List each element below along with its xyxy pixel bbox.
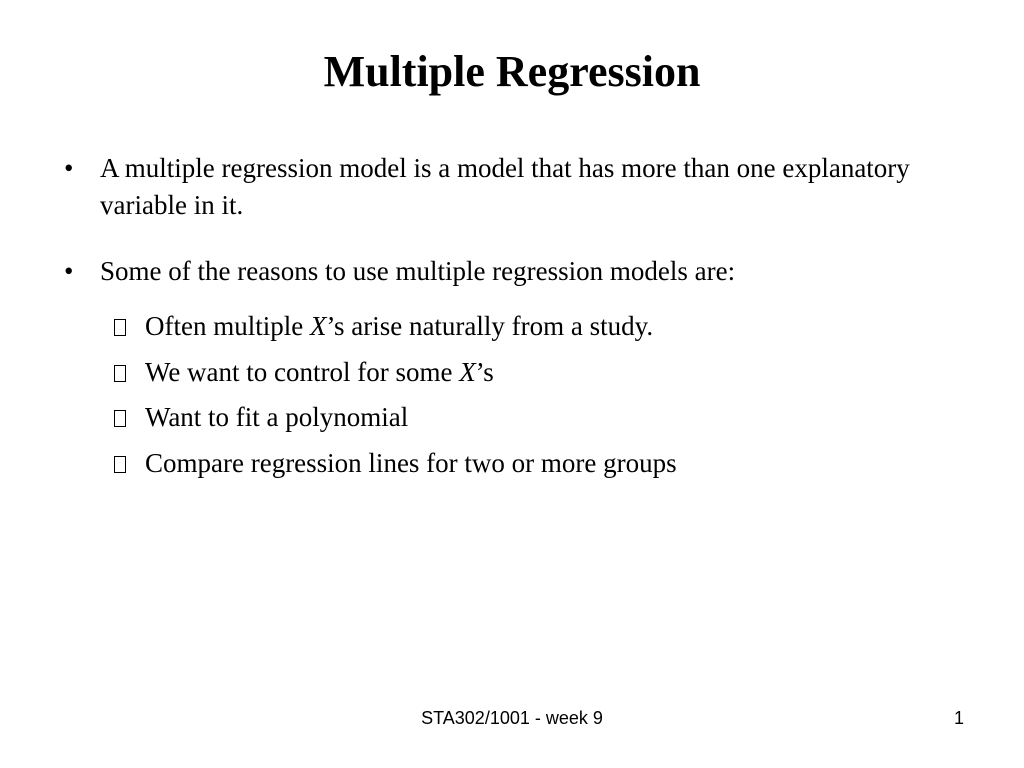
sub-list-item — [108, 445, 928, 491]
checkbox-bullet-icon — [114, 456, 126, 473]
reasons-list — [108, 308, 928, 490]
bullet-text: Some of the reasons to use multiple regression models are: — [100, 256, 736, 286]
sub-item-text: Want to fit a polynomial — [145, 402, 409, 432]
sub-item-text: We want to control for some X’s — [145, 356, 494, 387]
sub-list-item — [108, 354, 928, 400]
footer-course-label: STA302/1001 - week 9 — [421, 708, 603, 728]
sub-item-text: Often multiple X’s arise naturally from a study. — [145, 311, 654, 341]
bullet-item — [64, 253, 944, 290]
checkbox-bullet-icon — [114, 410, 126, 427]
sub-list-item — [108, 308, 928, 354]
slide-title: Multiple Regression — [323, 47, 701, 96]
checkbox-bullet-icon — [114, 319, 126, 336]
sub-list-item — [108, 399, 928, 445]
bullet-item — [64, 150, 944, 224]
bullet-marker: • — [64, 256, 74, 286]
sub-item-text: Compare regression lines for two or more groups — [145, 447, 677, 478]
bullet-text: A multiple regression model is a model that has more than one explanatory variable in it. — [100, 153, 910, 220]
bullet-marker: • — [64, 153, 74, 183]
checkbox-bullet-icon — [114, 365, 126, 382]
page-number: 1 — [953, 708, 964, 728]
